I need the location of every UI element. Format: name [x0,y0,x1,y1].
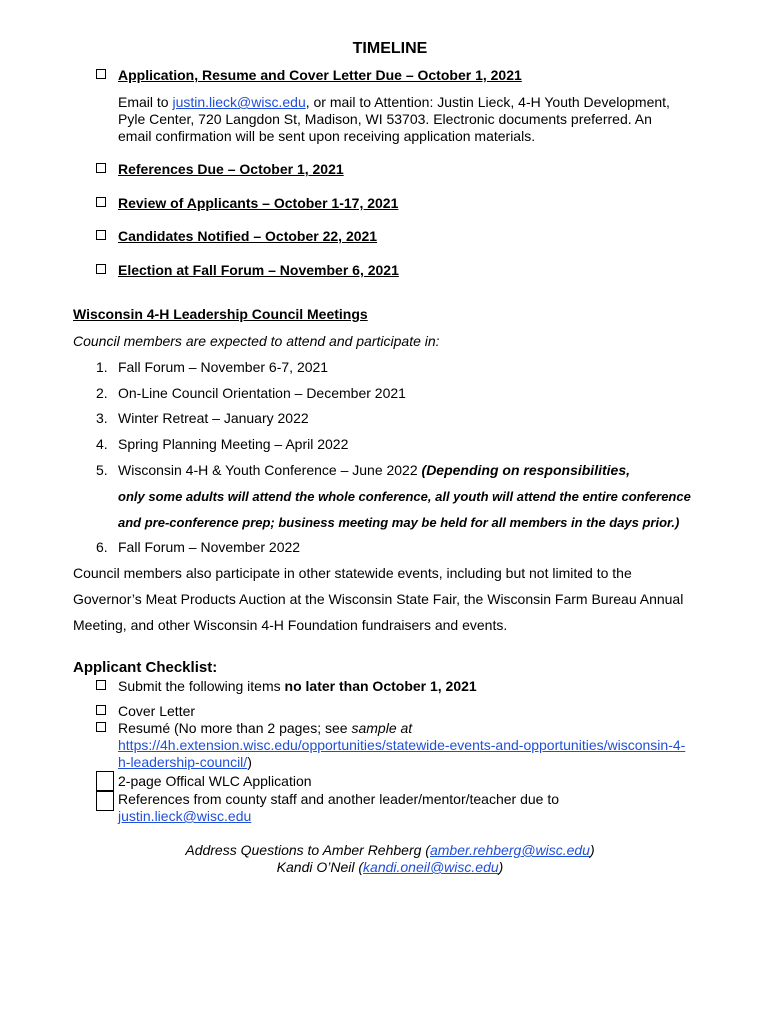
list-text: Spring Planning Meeting – April 2022 [118,436,349,452]
list-number: 1. [96,359,108,375]
questions-text: Address Questions to Amber Rehberg ( [185,842,430,858]
meetings-heading: Wisconsin 4-H Leadership Council Meetings [73,306,368,322]
email-instructions-line3: email confirmation will be sent upon receiving application materials. [118,128,536,144]
meetings-intro: Council members are expected to attend and participate in: [73,333,440,349]
list-item [96,385,406,402]
page-title: TIMELINE [352,40,428,57]
checkbox-icon[interactable] [96,722,106,732]
checkbox-icon[interactable] [96,163,106,173]
timeline-item-label: Candidates Notified – October 22, 2021 [118,228,378,244]
list-text: Fall Forum – November 2022 [118,539,301,555]
email-text: Email to [118,94,173,110]
list-item [96,436,349,453]
questions-text: Kandi O’Neil ( [276,859,364,875]
also-paragraph-line1: Council members also participate in other statewide events, including but not limited to the [73,565,632,581]
checkbox-icon[interactable] [96,230,106,240]
timeline-item-label: Application, Resume and Cover Letter Due – October 1, 2021 [118,67,522,83]
questions-text: ) [589,842,595,858]
timeline-item-label: References Due – October 1, 2021 [118,161,344,177]
timeline-item-references [96,161,344,178]
checkbox-icon[interactable] [96,197,106,207]
also-paragraph-line3: Meeting, and other Wisconsin 4-H Foundation fundraisers and events. [73,617,508,633]
checklist-heading: Applicant Checklist: [73,659,218,676]
email-text: , or mail to Attention: Justin Lieck, 4-H Youth Development, [305,94,670,110]
checklist-text-italic: sample at [351,720,413,736]
references-email-line [118,808,251,825]
resume-link-line2 [118,754,252,771]
questions-line1 [0,842,770,859]
email-instructions-line1 [118,94,670,111]
list-text [118,462,630,479]
also-paragraph-line2: Governor’s Meat Products Auction at the Wisconsin State Fair, the Wisconsin Farm Bureau Annual [73,591,684,607]
kandi-email-link[interactable]: kandi.oneil@wisc.edu [363,859,499,875]
checklist-item-cover [96,703,195,720]
amber-email-link[interactable]: amber.rehberg@wisc.edu [429,842,590,858]
list-text: Winter Retreat – January 2022 [118,410,309,426]
list-text: On-Line Council Orientation – December 2021 [118,385,406,401]
references-email-link[interactable]: justin.lieck@wisc.edu [118,808,252,824]
timeline-item-election [96,262,399,279]
checklist-item-application: 2-page Offical WLC Application [118,773,312,789]
checklist-text: Resumé (No more than 2 pages; see [118,720,352,736]
list-text-note-line3: and pre-conference prep; business meeting may be held for all members in the days prior.) [118,515,680,530]
list-number: 4. [96,436,108,452]
timeline-item-review [96,195,398,212]
checkbox-references[interactable] [96,791,114,811]
list-item [96,462,630,479]
email-link[interactable]: justin.lieck@wisc.edu [172,94,306,110]
checkbox-application[interactable] [96,771,114,791]
checklist-text: Submit the following items [118,678,285,694]
list-number: 5. [96,462,108,478]
checklist-item-submit [96,678,477,695]
list-text-note-line2: only some adults will attend the whole conference, all youth will attend the entire conference [118,489,691,504]
timeline-item-notified [96,228,377,245]
email-instructions-line2: Pyle Center, 720 Langdon St, Madison, WI 53703. Electronic documents preferred. An [118,111,652,127]
timeline-item-label: Election at Fall Forum – November 6, 2021 [118,262,399,278]
checklist-text: ) [247,754,252,770]
checkbox-icon[interactable] [96,680,106,690]
checklist-text: Cover Letter [118,703,196,719]
checkbox-icon[interactable] [96,705,106,715]
list-number: 3. [96,410,108,426]
timeline-item-application [96,67,522,84]
checkbox-icon[interactable] [96,264,106,274]
checklist-item-resume [96,720,412,737]
list-number: 2. [96,385,108,401]
resume-sample-link[interactable]: https://4h.extension.wisc.edu/opportunities/statewide-events-and-opportunities/wisconsin-4- [118,737,686,753]
timeline-item-label: Review of Applicants – October 1-17, 2021 [118,195,399,211]
list-item [96,539,301,556]
checklist-item-references: References from county staff and another leader/mentor/teacher due to [118,791,559,807]
checklist-deadline: no later than October 1, 2021 [284,678,477,694]
list-number: 6. [96,539,108,555]
list-text-main: Wisconsin 4-H & Youth Conference – June 2022 [118,462,422,478]
resume-sample-link-cont[interactable]: h-leadership-council/ [118,754,248,770]
list-text-note: (Depending on responsibilities, [421,462,630,478]
questions-line2 [0,859,770,876]
resume-link-line1 [118,737,685,754]
list-item [96,410,309,427]
questions-text: ) [498,859,504,875]
list-item [96,359,329,376]
checkbox-icon[interactable] [96,69,106,79]
list-text: Fall Forum – November 6-7, 2021 [118,359,329,375]
